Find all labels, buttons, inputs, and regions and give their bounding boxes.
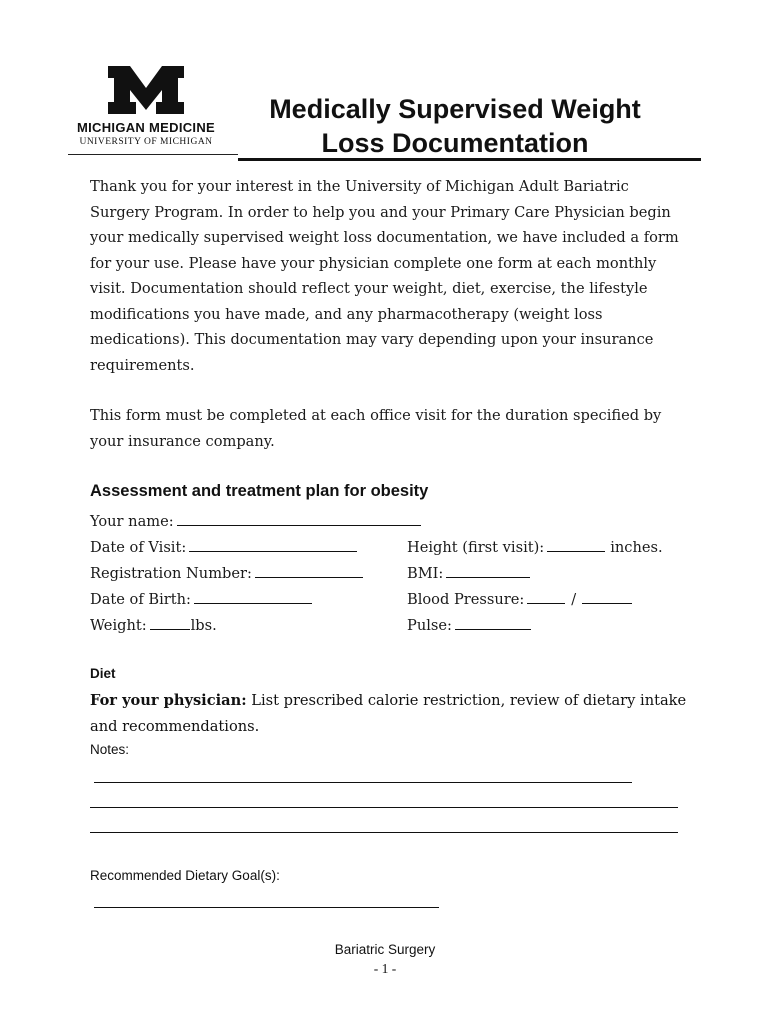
date-of-birth-field (90, 589, 312, 608)
block-m-icon (108, 66, 184, 114)
notes-line-2[interactable] (90, 807, 678, 808)
blood-pressure-label: Blood Pressure: (407, 591, 525, 608)
your-name-field (90, 511, 421, 530)
weight-blank[interactable] (150, 615, 190, 630)
pulse-label: Pulse: (407, 617, 452, 634)
diastolic-blank[interactable] (582, 589, 632, 604)
bp-separator: / (571, 591, 577, 608)
bmi-field (407, 563, 530, 582)
page-number: - 1 - (373, 961, 397, 976)
bmi-label: BMI: (407, 565, 444, 582)
notes-line-3[interactable] (90, 832, 678, 833)
logo-name: MICHIGAN MEDICINE (77, 120, 215, 135)
notes-line-1[interactable] (94, 782, 632, 783)
blood-pressure-field (407, 589, 632, 608)
notes-label: Notes: (90, 742, 130, 757)
your-name-blank[interactable] (177, 511, 421, 526)
title-line-2: Loss Documentation (321, 128, 589, 158)
date-of-visit-field (90, 537, 357, 556)
pulse-field (407, 615, 531, 634)
page-title (240, 92, 670, 160)
bmi-blank[interactable] (446, 563, 530, 578)
height-blank[interactable] (547, 537, 605, 552)
michigan-medicine-logo (66, 66, 226, 158)
diet-heading: Diet (90, 666, 116, 681)
date-of-birth-label: Date of Birth: (90, 591, 191, 608)
your-name-label: Your name: (90, 513, 174, 530)
assessment-heading: Assessment and treatment plan for obesity (90, 482, 429, 500)
date-of-birth-blank[interactable] (194, 589, 312, 604)
title-line-1: Medically Supervised Weight (269, 94, 641, 124)
registration-number-blank[interactable] (255, 563, 363, 578)
height-label: Height (first visit): (407, 539, 545, 556)
intro-paragraph-1: Thank you for your interest in the University of Michigan Adult Bariatric Surgery Program. In order to help you and your Primary Care Physician begin your medically supervised weight loss documentation, we have included a form for your use. Please have your physician complete one form at each monthly visit. Documentation should reflect your weight, diet, exercise, the lifestyle modifications you have made, and any pharmacotherapy (weight loss medications). This documentation may vary depending upon your insurance requirements. (90, 178, 679, 374)
dietary-goal-line[interactable] (94, 907, 439, 908)
footer-department: Bariatric Surgery (334, 942, 436, 957)
systolic-blank[interactable] (527, 589, 565, 604)
date-of-visit-blank[interactable] (189, 537, 357, 552)
header-rule (238, 158, 701, 161)
pulse-blank[interactable] (455, 615, 531, 630)
registration-number-label: Registration Number: (90, 565, 252, 582)
weight-field (90, 615, 217, 634)
height-unit: inches. (610, 539, 663, 556)
physician-label: For your physician: (90, 692, 247, 709)
weight-label: Weight: (90, 617, 147, 634)
logo-divider (68, 154, 238, 155)
dietary-goal-label: Recommended Dietary Goal(s): (90, 868, 280, 883)
physician-text: List prescribed calorie restriction, review of dietary intake and recommendations. (90, 692, 687, 735)
height-field (407, 537, 663, 556)
logo-subname: UNIVERSITY OF MICHIGAN (79, 137, 213, 147)
intro-paragraph-2: This form must be completed at each office visit for the duration specified by your insurance company. (90, 407, 662, 450)
registration-number-field (90, 563, 363, 582)
weight-unit: lbs. (190, 617, 217, 634)
physician-instructions (90, 688, 690, 739)
date-of-visit-label: Date of Visit: (90, 539, 187, 556)
